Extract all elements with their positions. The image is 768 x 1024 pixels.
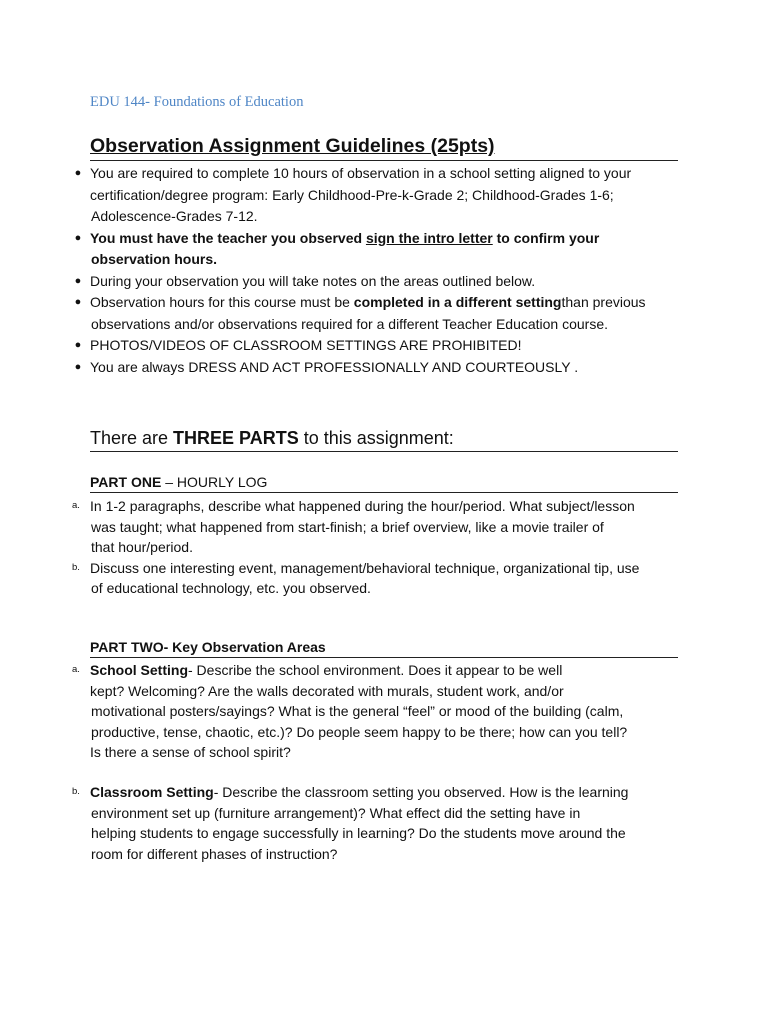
guideline-item xyxy=(72,228,682,271)
page-title-text: Observation Assignment Guidelines (25pts) xyxy=(90,135,495,157)
bullet-icon: ● xyxy=(74,296,82,308)
guideline-emphasis: completed in a different setting xyxy=(353,294,562,310)
guideline-text: Observation hours for this course must be xyxy=(90,294,354,310)
guideline-text: PHOTOS/VIDEOS OF CLASSROOM SETTINGS ARE PROHIBITED! xyxy=(90,337,522,353)
list-marker: b. xyxy=(72,561,80,573)
list-item: a. School Setting- Describe the school environment. Does it appear to be well kept? Welcoming? Are the walls decorated with murals, student work, and/or motivational posters/sayings? What is the general “feel” or mood of the building (calm, productive, tense, chaotic, etc.)? Do people seem happy to be there; how can you tell? Is there a sense of school spirit? xyxy=(72,662,628,761)
guideline-text: You must have the teacher you observed xyxy=(90,229,366,246)
guideline-text: During your observation you will take notes on the areas outlined below. xyxy=(90,272,536,289)
guideline-text: Adolescence-Grades 7-12. xyxy=(91,208,258,224)
list-marker: b. xyxy=(72,785,80,797)
part-one-list xyxy=(72,496,680,599)
bullet-icon: ● xyxy=(74,339,82,351)
guideline-text: to confirm your xyxy=(492,229,600,246)
guideline-emphasis: sign the intro letter xyxy=(365,229,493,246)
guideline-text: than previous xyxy=(561,294,646,310)
guideline-item xyxy=(72,271,682,293)
parts-heading: There are THREE PARTS to this assignment: xyxy=(90,428,678,452)
guideline-item xyxy=(72,357,682,379)
list-item: b. Discuss one interesting event, management/behavioral technique, organizational tip, use of educational technology, etc. you observed. xyxy=(72,559,640,597)
guideline-text: certification/degree program: Early Childhood-Pre-k-Grade 2; Childhood-Grades 1-6; xyxy=(90,186,614,203)
bullet-icon: ● xyxy=(74,274,82,287)
guideline-text: You are always DRESS AND ACT PROFESSIONALLY AND COURTEOUSLY . xyxy=(90,358,579,375)
part-one-heading: PART ONE – HOURLY LOG xyxy=(90,474,678,493)
page-title xyxy=(90,135,678,161)
guideline-text: observations and/or observations required for a different Teacher Education course. xyxy=(91,315,609,332)
list-marker: a. xyxy=(72,500,80,511)
list-item: a. In 1-2 paragraphs, describe what happened during the hour/period. What subject/lesson was taught; what happened from start-finish; a brief overview, like a movie trailer of that hour/period. xyxy=(72,498,635,556)
guideline-item xyxy=(72,335,682,357)
bullet-icon: ● xyxy=(74,231,82,244)
bullet-icon: ● xyxy=(74,167,82,179)
list-item: b. Classroom Setting- Describe the classroom setting you observed. How is the learning environment set up (furniture arrangement)? What effect did the setting have in helping students to engage successfully in learning? Do the students move around the room for different phases of instruction? xyxy=(72,783,629,862)
guidelines-list xyxy=(72,163,682,378)
guideline-text: You are required to complete 10 hours of observation in a school setting aligned to your xyxy=(90,165,632,181)
item-label: Classroom Setting xyxy=(90,783,214,800)
part-two-heading: PART TWO- Key Observation Areas xyxy=(90,639,678,658)
guideline-text: observation hours. xyxy=(91,251,218,267)
item-label: School Setting xyxy=(90,662,188,678)
list-marker: a. xyxy=(72,664,80,675)
guideline-item xyxy=(72,163,682,228)
guideline-item xyxy=(72,292,682,335)
bullet-icon: ● xyxy=(74,360,82,373)
part-two-list xyxy=(72,660,680,864)
course-header: EDU 144- Foundations of Education xyxy=(90,94,304,110)
